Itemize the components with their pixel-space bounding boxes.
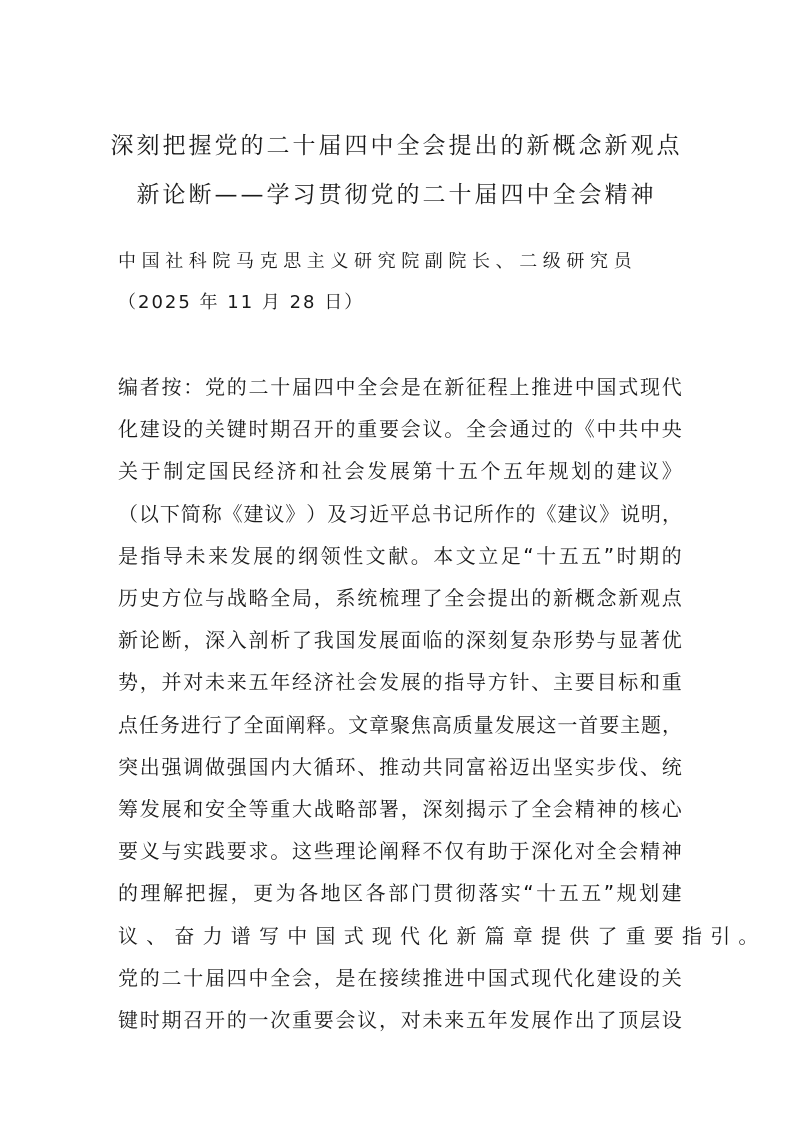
- body-text-line: [118, 500, 682, 528]
- body-text: 党 的 二 十 届 四 中 全 会 ， 是 在 接 续 推 进 中 国 式 现 代 化 建 设 的 关: [118, 965, 682, 990]
- body-text: 新 论 断 ， 深 入 剖 析 了 我 国 发 展 面 临 的 深 刻 复 杂 形 势 与 显 著 优: [118, 628, 682, 653]
- body-text: 点 任 务 进 行 了 全 面 阐 释 。 文 章 聚 焦 高 质 量 发 展 这 一 首 要 主 题 ，: [118, 712, 682, 737]
- body-text-line: [118, 1006, 682, 1034]
- body-text-line: [118, 584, 682, 612]
- body-text: 势 ， 并 对 未 来 五 年 经 济 社 会 发 展 的 指 导 方 针 、 主 要 目 标 和 重: [118, 670, 682, 695]
- body-text-line: [118, 964, 682, 992]
- body-text: 关 于 制 定 国 民 经 济 和 社 会 发 展 第 十 五 个 五 年 规 划 的 建 议 》: [118, 459, 682, 484]
- body-text-line: [118, 711, 682, 739]
- body-text-line: [118, 795, 682, 823]
- date-line: （2025 年 11 月 28 日）: [118, 292, 365, 313]
- body-text-line: [118, 542, 682, 570]
- body-text: 突 出 强 调 做 强 国 内 大 循 环 、 推 动 共 同 富 裕 迈 出 坚 实 步 伐 、 统: [118, 754, 682, 779]
- body-text: 要 义 与 实 践 要 求 。 这 些 理 论 阐 释 不 仅 有 助 于 深 化 对 全 会 精 神: [118, 839, 682, 864]
- body-text-line: [118, 626, 682, 654]
- body-text-line: [118, 668, 682, 696]
- body-text: 历 史 方 位 与 战 略 全 局 ， 系 统 梳 理 了 全 会 提 出 的 新 概 念 新 观 点: [118, 586, 682, 610]
- body-text: （ 以 下 简 称 《 建 议 》 ） 及 习 近 平 总 书 记 所 作 的 《 建 议 》 说 明 ，: [118, 501, 682, 526]
- body-text: 筹 发 展 和 安 全 等 重 大 战 略 部 署 ， 深 刻 揭 示 了 全 会 精 神 的 核 心: [118, 797, 682, 821]
- body-text-line: [118, 922, 767, 950]
- body-text: 的 理 解 把 握 ， 更 为 各 地 区 各 部 门 贯 彻 落 实 “ 十 五 五 ” 规 划 建: [118, 881, 682, 906]
- body-text-line: [118, 415, 682, 443]
- body-text-line: [118, 837, 682, 865]
- body-text-line: [118, 753, 682, 781]
- body-text: 议、奋力谱写中国式现代化新篇章提供了重要指引。: [118, 923, 767, 948]
- body-text: 编 者 按 ： 党 的 二 十 届 四 中 全 会 是 在 新 征 程 上 推 进 中 国 式 现 代: [118, 375, 682, 399]
- body-text: 是 指 导 未 来 发 展 的 纲 领 性 文 献 。 本 文 立 足 “ 十 五 五 ” 时 期 的: [118, 543, 682, 568]
- document-title-line-2: 新论断——学习贯彻党的二十届四中全会精神: [136, 182, 657, 208]
- body-text: 化 建 设 的 关 键 时 期 召 开 的 重 要 会 议 。 全 会 通 过 的 《 中 共 中 央: [118, 417, 682, 442]
- body-text-line: [118, 879, 682, 907]
- body-text-line: [118, 373, 682, 401]
- body-text-line: [118, 457, 682, 485]
- document-title-line-1: 深刻把握党的二十届四中全会提出的新概念新观点: [110, 133, 683, 159]
- body-text: 键 时 期 召 开 的 一 次 重 要 会 议 ， 对 未 来 五 年 发 展 作 出 了 顶 层 设: [118, 1008, 682, 1032]
- author-line: 中国社科院马克思主义研究院副院长、二级研究员: [118, 251, 638, 272]
